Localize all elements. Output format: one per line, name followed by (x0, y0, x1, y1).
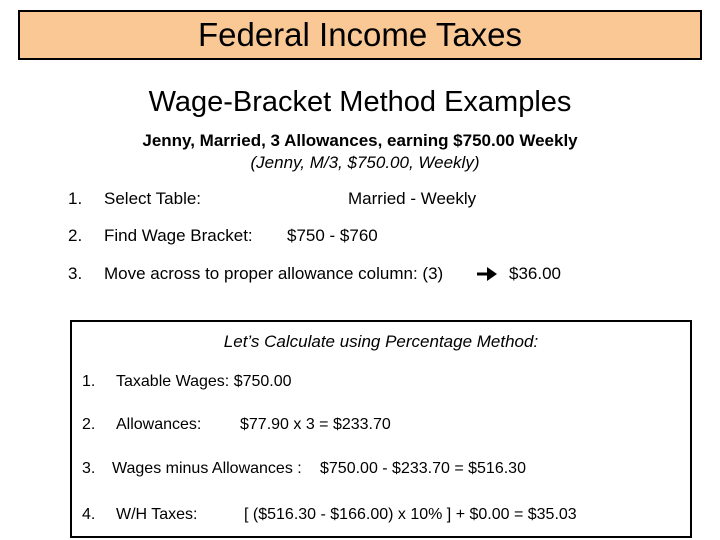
calc-item-number: 3. (82, 460, 96, 477)
calc-item-value: $77.90 x 3 = $233.70 (240, 416, 391, 433)
calc-item-value: [ ($516.30 - $166.00) x 10% ] + $0.00 = $35.03 (244, 506, 577, 523)
calc-item-label: W/H Taxes: (116, 506, 198, 523)
scenario-shorthand: (Jenny, M/3, $750.00, Weekly) (250, 153, 480, 172)
percentage-method-box (70, 320, 692, 538)
step-value: Married - Weekly (348, 189, 477, 208)
step-number: 2. (68, 226, 83, 245)
scenario-description: Jenny, Married, 3 Allowances, earning $750.00 Weekly (142, 131, 578, 150)
step-label: Select Table: (104, 189, 202, 208)
right-arrow-icon (476, 266, 498, 282)
step-number: 1. (68, 189, 83, 208)
step-number: 3. (68, 264, 83, 283)
calc-item-number: 2. (82, 416, 96, 433)
title-banner (18, 10, 702, 60)
step-value: $36.00 (509, 264, 561, 283)
calc-item-number: 1. (82, 373, 96, 390)
step-value: $750 - $760 (287, 226, 378, 245)
step-label: Find Wage Bracket: (104, 226, 253, 245)
calc-item-value: $750.00 - $233.70 = $516.30 (320, 460, 526, 477)
calc-item-label: Allowances: (116, 416, 202, 433)
calc-item-label: Taxable Wages: $750.00 (116, 373, 292, 390)
calc-heading: Let’s Calculate using Percentage Method: (223, 332, 539, 351)
calc-item-number: 4. (82, 506, 96, 523)
step-label: Move across to proper allowance column: (3) (104, 264, 444, 283)
calc-item-label: Wages minus Allowances : (112, 460, 302, 477)
page-title: Federal Income Taxes (197, 16, 523, 53)
page-subtitle: Wage-Bracket Method Examples (148, 86, 572, 118)
